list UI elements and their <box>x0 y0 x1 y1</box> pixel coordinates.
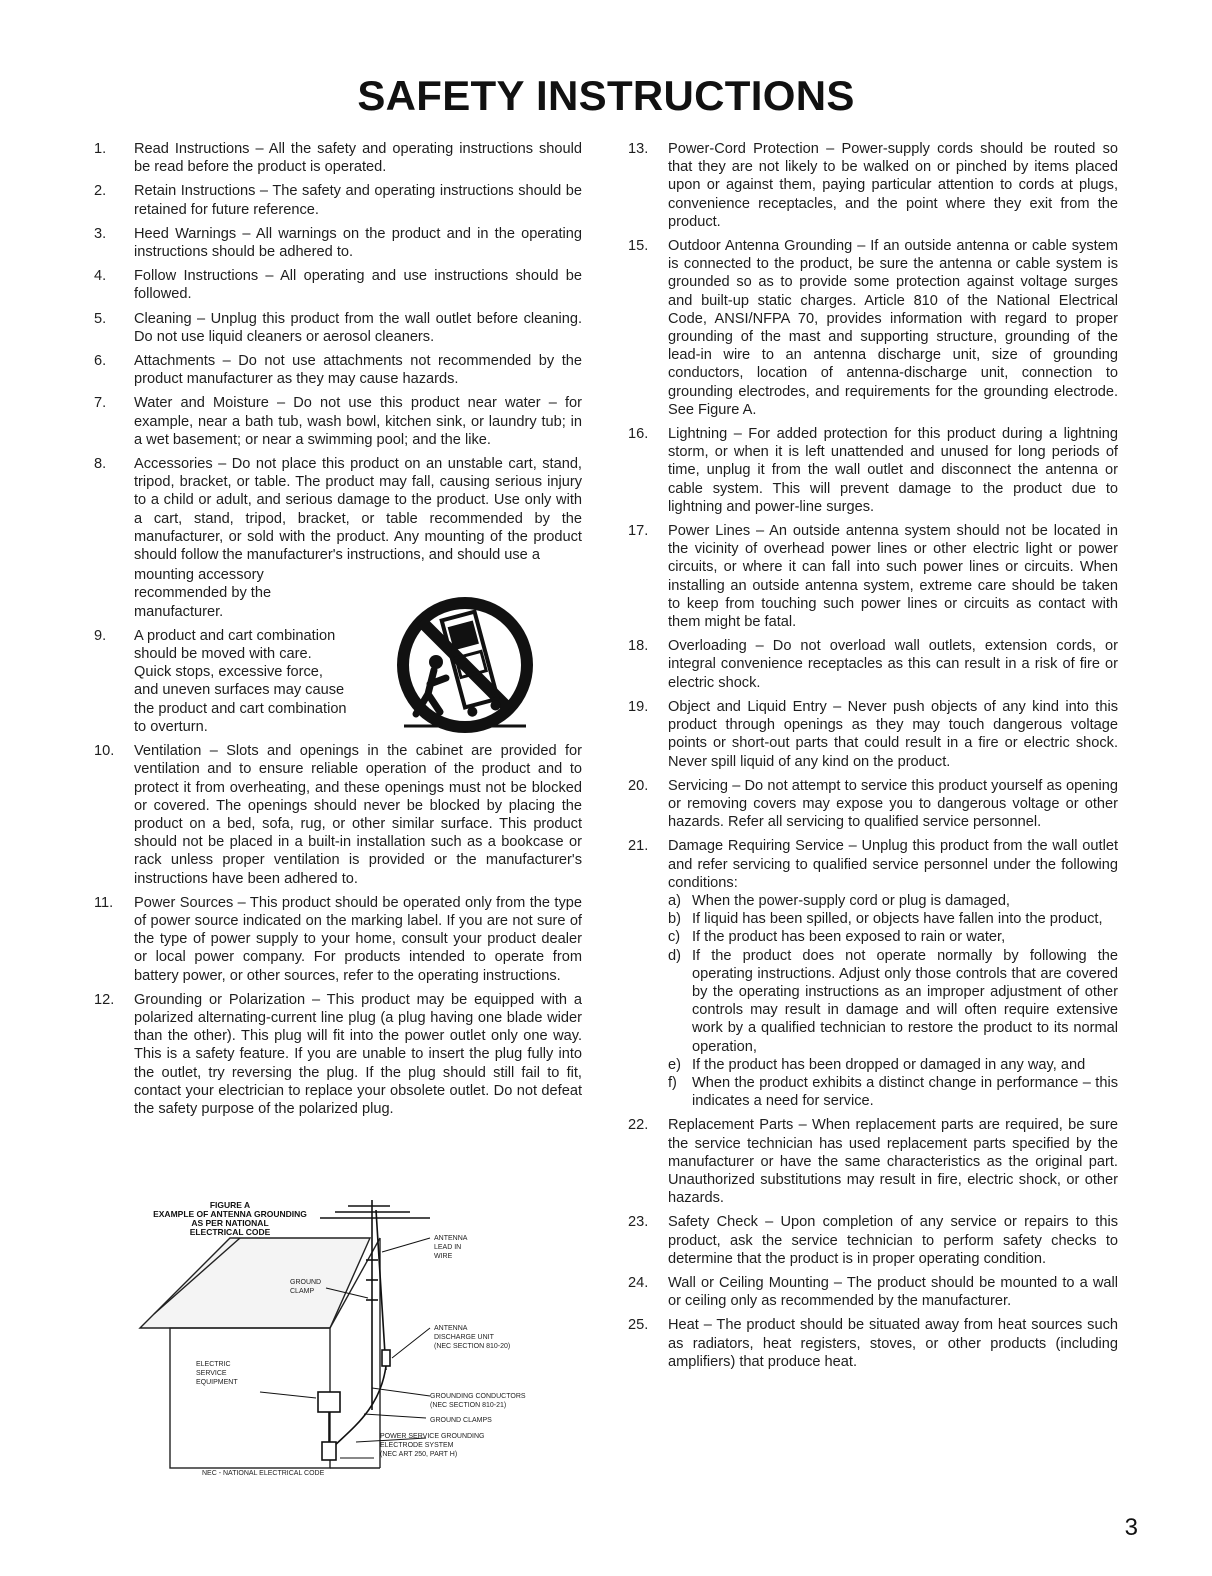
power-grounding-label: ELECTRODE SYSTEM <box>380 1442 454 1449</box>
item-text: Lightning – For added protection for this product during a lightning storm, or when it is left unattended and unused for long periods of time, unplug it from the wall outlet and disconnect the antenna or cable system. This will prevent damage to the product due to lightning and power-line surges. <box>668 426 1118 515</box>
list-item <box>628 777 1118 832</box>
item-text: Power Sources – This product should be operated only from the type of power source indicated on the marking label. If you are not sure of the type of power supply to your home, consult your product dealer or local power company. For products intended to operate from battery power, or other sources, refer to the operating instructions. <box>134 894 582 984</box>
list-item <box>628 837 1118 1110</box>
power-grounding-label: (NEC ART 250, PART H) <box>380 1451 458 1458</box>
page-number: 3 <box>1124 1514 1138 1541</box>
item-text: Object and Liquid Entry – Never push objects of any kind into this product through openings as they may touch dangerous voltage points or short-out parts that could result in a fire or electric shock. Never spill liquid of any kind on the product. <box>668 698 1118 770</box>
item-number: 11. <box>94 894 114 911</box>
sub-item-text: When the power-supply cord or plug is damaged, <box>692 892 1010 909</box>
item-number: 15. <box>628 238 649 255</box>
list-item <box>94 455 582 564</box>
sub-item <box>668 928 1118 946</box>
electric-service-label: SERVICE <box>196 1370 227 1377</box>
item-number: 25. <box>628 1317 649 1334</box>
item-text: Heed Warnings – All warnings on the product and in the operating instructions should be adhered to. <box>134 225 582 261</box>
item-text: Water and Moisture – Do not use this product near water – for example, near a bath tub, wash bowl, kitchen sink, or laundry tub; in a wet basement; or near a swimming pool; and the like. <box>134 395 582 448</box>
list-item <box>94 352 582 388</box>
sub-item <box>668 1074 1118 1110</box>
item-text: Grounding or Polarization – This product may be equipped with a polarized alternating-current line plug (a plug having one blade wider than the other). This plug will fit into the power outlet only one way. This is a safety feature. If you are unable to insert the plug fully into the outlet, try reversing the plug. If the plug should still fail to fit, contact your electrician to replace your obsolete outlet. Do not defeat the safety purpose of the polarized plug. <box>134 991 582 1117</box>
nec-footnote: NEC - NATIONAL ELECTRICAL CODE <box>202 1470 325 1477</box>
sub-item <box>668 1056 1118 1074</box>
list-item <box>94 182 582 218</box>
item-text: Retain Instructions – The safety and operating instructions should be retained for future reference. <box>134 183 582 218</box>
sub-item <box>668 947 1118 1056</box>
item-number: 12. <box>94 991 115 1008</box>
item-text: Damage Requiring Service – Unplug this product from the wall outlet and refer servicing to qualified service personnel under the following conditions: <box>668 838 1118 891</box>
list-item <box>628 237 1118 419</box>
antenna-lead-label: WIRE <box>434 1253 453 1260</box>
item-number: 19. <box>628 698 649 715</box>
list-item <box>628 140 1118 231</box>
item-text: Follow Instructions – All operating and use instructions should be followed. <box>134 268 582 303</box>
list-item <box>94 894 582 985</box>
item-number: 8. <box>94 456 107 473</box>
list-item <box>628 522 1118 631</box>
list-item <box>94 310 582 346</box>
item-text: A product and cart combination should be moved with care. Quick stops, excessive force, and uneven surfaces may cause the product and cart combination to overturn. <box>134 627 347 735</box>
item-number: 23. <box>628 1214 649 1231</box>
list-item <box>628 698 1118 771</box>
sub-item-letter: e) <box>668 1056 681 1073</box>
item-text: Safety Check – Upon completion of any service or repairs to this product, ask the service technician to perform safety checks to determine that the product is in proper operating condition. <box>668 1214 1118 1267</box>
antenna-lead-label: ANTENNA <box>434 1235 468 1242</box>
list-item <box>628 1316 1118 1371</box>
list-item <box>94 991 582 1118</box>
list-item <box>628 1116 1118 1207</box>
list-item <box>94 394 582 449</box>
grounding-conductors-label: GROUNDING CONDUCTORS <box>430 1393 526 1400</box>
discharge-unit-label: ANTENNA <box>434 1325 468 1332</box>
item-text: Accessories – Do not place this product on an unstable cart, stand, tripod, bracket, or table. The product may fall, causing serious injury to a child or adult, and serious damage to the product. Use only with a cart, stand, tripod, bracket, or table recommended by the manufacturer, or sold with the product. Any mounting of the product should follow the manufacturer's instructions, and should use a <box>134 456 582 564</box>
item-text: Wall or Ceiling Mounting – The product should be mounted to a wall or ceiling only as recommended by the manufacturer. <box>668 1274 1118 1310</box>
item-number: 2. <box>94 183 107 200</box>
list-item <box>628 637 1118 692</box>
item-number: 18. <box>628 638 649 655</box>
item-text: Power-Cord Protection – Power-supply cords should be routed so that they are not likely to be walked on or pinched by items placed upon or against them, paying particular attention to cords at plugs, convenience receptacles, and the point where they exit from the product. <box>668 141 1118 230</box>
sub-item-letter: d) <box>668 947 681 964</box>
item-number: 4. <box>94 268 107 285</box>
list-item <box>628 1274 1118 1310</box>
item-number: 24. <box>628 1274 649 1291</box>
item-number: 13. <box>628 141 649 157</box>
list-item <box>94 225 582 261</box>
sub-item-text: If the product has been dropped or damaged in any way, and <box>692 1056 1086 1073</box>
electric-service-label: ELECTRIC <box>196 1361 231 1368</box>
item-text: Power Lines – An outside antenna system should not be located in the vicinity of overhead power lines or other electric light or power circuits, or where it can fall into such power lines or circuits. When installing an outside antenna system, extreme care should be taken to keep from touching such power lines or circuits as contact with them might be fatal. <box>668 523 1118 631</box>
power-grounding-label: POWER SERVICE GROUNDING <box>380 1433 485 1440</box>
list-item <box>628 425 1118 516</box>
discharge-unit-label: (NEC SECTION 810-20) <box>434 1343 511 1350</box>
ground-clamps-label: GROUND CLAMPS <box>430 1417 492 1424</box>
figure-title: EXAMPLE OF ANTENNA GROUNDING <box>153 1209 307 1219</box>
ground-clamp-label: CLAMP <box>290 1288 315 1295</box>
sub-item-text: If the product has been exposed to rain or water, <box>692 929 1006 946</box>
figure-title: AS PER NATIONAL <box>191 1218 269 1228</box>
list-item <box>94 140 582 176</box>
item-number: 10. <box>94 743 115 760</box>
item-text: Read Instructions – All the safety and operating instructions should be read before the product is operated. <box>134 141 582 176</box>
item-text: Attachments – Do not use attachments not recommended by the product manufacturer as they may cause hazards. <box>134 353 582 388</box>
sub-item <box>668 910 1118 928</box>
sub-item-text: When the product exhibits a distinct change in performance – this indicates a need for service. <box>692 1074 1118 1110</box>
discharge-unit-label: DISCHARGE UNIT <box>434 1334 494 1341</box>
sub-item-letter: f) <box>668 1074 677 1091</box>
page-title: SAFETY INSTRUCTIONS <box>357 72 855 119</box>
right-column <box>628 140 1118 1377</box>
item-number: 6. <box>94 353 107 370</box>
item-text: mounting accessory recommended by the manufacturer. <box>134 567 272 620</box>
item-number: 9. <box>94 627 107 644</box>
item-text: Cleaning – Unplug this product from the wall outlet before cleaning. Do not use liquid cleaners or aerosol cleaners. <box>134 310 582 345</box>
item-number: 5. <box>94 310 107 327</box>
sub-item-letter: b) <box>668 911 681 928</box>
sub-item-text: If the product does not operate normally by following the operating instructions. Adjust only those controls that are covered by the operating instructions as an improper adjustment of other controls may result in damage and will often require extensive work by a qualified technician to restore the product to its normal operation, <box>692 947 1118 1055</box>
antenna-grounding-figure <box>130 1180 590 1480</box>
sub-item <box>668 892 1118 910</box>
item-number: 21. <box>628 838 649 855</box>
sub-item-letter: a) <box>668 892 681 909</box>
ground-clamp-label: GROUND <box>290 1279 322 1286</box>
item-number: 7. <box>94 395 107 412</box>
item-text: Outdoor Antenna Grounding – If an outside antenna or cable system is connected to the product, be sure the antenna or cable system is grounded so as to provide some protection against voltage surges and built-up static charges. Article 810 of the National Electrical Code, ANSI/NFPA 70, provides information with regard to proper grounding of the mast and supporting structure, grounding of the lead-in wire to an antenna discharge unit, size of grounding conductors, location of antenna-discharge unit, connection to grounding electrodes, and requirements for the grounding electrode. See Figure A. <box>668 238 1118 418</box>
item-text: Replacement Parts – When replacement parts are required, be sure the service technician has used replacement parts specified by the manufacturer or have the same characteristics as the original part. Unauthorized substitutions may result in fire, electric shock, or other hazards. <box>668 1117 1118 1207</box>
figure-title: ELECTRICAL CODE <box>189 1227 271 1237</box>
item-number: 1. <box>94 141 107 157</box>
list-item <box>94 742 582 888</box>
figure-title: FIGURE A <box>209 1200 251 1210</box>
cart-warning-icon <box>394 594 536 736</box>
item-text: Servicing – Do not attempt to service this product yourself as opening or removing covers may expose you to dangerous voltage or other hazards. Refer all servicing to qualified service personnel. <box>668 777 1118 831</box>
sub-item-text: If liquid has been spilled, or objects have fallen into the product, <box>692 911 1103 928</box>
grounding-conductors-label: (NEC SECTION 810-21) <box>430 1402 507 1409</box>
sub-item-letter: c) <box>668 929 681 946</box>
antenna-lead-label: LEAD IN <box>434 1244 462 1251</box>
list-item <box>94 267 582 303</box>
item-text: Ventilation – Slots and openings in the cabinet are provided for ventilation and to ensure reliable operation of the product and to protect it from overheating, and these openings must not be blocked or covered. The openings should never be blocked by placing the product on a bed, sofa, rug, or other similar surface. This product should not be placed in a built-in installation such as a bookcase or rack unless proper ventilation is provided or the manufacturer's instructions have been adhered to. <box>134 743 582 887</box>
item-number: 3. <box>94 225 107 242</box>
item-text: Overloading – Do not overload wall outlets, extension cords, or integral convenience receptacles as this can result in a risk of fire or electric shock. <box>668 638 1118 691</box>
electric-service-label: EQUIPMENT <box>196 1379 238 1386</box>
item-number: 16. <box>628 426 649 443</box>
item-number: 22. <box>628 1117 649 1134</box>
item-number: 20. <box>628 777 649 794</box>
item-text: Heat – The product should be situated away from heat sources such as radiators, heat registers, stoves, or other products (including amplifiers) that produce heat. <box>668 1317 1118 1370</box>
list-item <box>628 1213 1118 1268</box>
item-number: 17. <box>628 523 649 540</box>
